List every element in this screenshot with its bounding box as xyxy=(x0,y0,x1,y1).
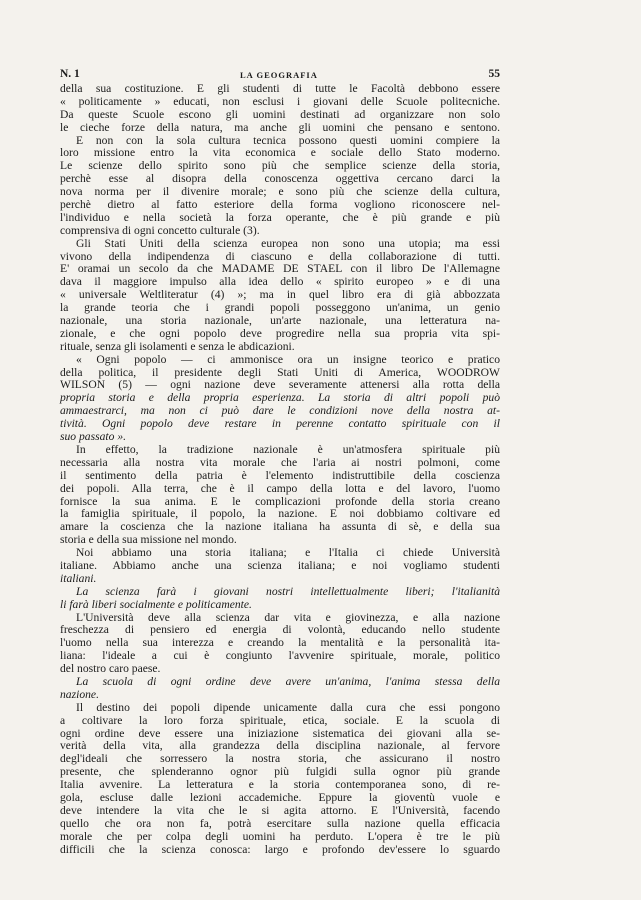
text-line: Da queste Scuole escono gli uomini destinati ad organizzare non solo xyxy=(60,107,500,121)
text-line: In effetto, la tradizione nazionale è un'atmosfera spirituale più xyxy=(76,442,500,456)
text-line: E non con la sola cultura tecnica possono questi uomini compiere la xyxy=(76,133,500,147)
text-line: Italia avvenire. La letteratura e la storia contemporanea sono, di re- xyxy=(60,778,500,792)
text-line: WILSON (5) — ogni nazione deve severamente attenersi alla rotta della xyxy=(60,378,500,392)
text-line: rituale, senza gli isolamenti e senza le abdicazioni. xyxy=(60,339,295,353)
text-line: storia e della sua missione nel mondo. xyxy=(60,533,237,547)
text-line: l'uomo nella sua interezza e creando la mentalità e la personalità ita- xyxy=(60,636,500,650)
text-line: fornisce la sua anima. E le complicazioni profonde della storia creano xyxy=(60,494,500,508)
text-line: della sua costituzione. E gli studenti di tutte le Facoltà debbono essere xyxy=(60,82,500,95)
text-line: « universale Weltliteratur (4) »; ma in quel libro era di già abbozzata xyxy=(60,288,500,302)
text-line: Le scienze dello spirito sono più che semplice scienze della storia, xyxy=(60,159,500,173)
text-line: del nostro caro paese. xyxy=(60,662,161,676)
text-line: nazionale, una storia nazionale, un'arte nazionale, una letteratura na- xyxy=(60,314,500,328)
text-line: la famiglia spirituale, il popolo, la nazione. E noi dobbiamo coltivare ed xyxy=(60,507,500,521)
text-line: italiani. xyxy=(60,571,97,585)
text-line: morale che per colpa degli uomini ha perduto. L'opera è tre le più xyxy=(60,829,500,843)
text-line: perchè dietro al fatto esteriore della forma vogliono riconoscere nel- xyxy=(60,198,500,212)
text-line: ammaestrarci, ma non ci può dare le condizioni nove della nostra at- xyxy=(60,404,500,418)
text-line: dava il maggiore impulso alla idea dello « spirito europeo » e di una xyxy=(60,275,500,289)
text-line: della politica, il presidente degli Stati Uniti di America, WOODROW xyxy=(60,365,500,379)
text-line: necessaria alla nostra vita morale che l'aria ai nostri polmoni, come xyxy=(60,455,500,469)
text-line: Gli Stati Uniti della scienza europea non sono una utopia; ma essi xyxy=(76,236,500,250)
page-number: 55 xyxy=(488,68,500,80)
text-line: freschezza di pensiero ed energia di volontà, educando nello studente xyxy=(60,623,500,637)
text-line: suo passato ». xyxy=(60,430,127,444)
text-line: la grande teoria che i grandi popoli posseggono un'anima, un genio xyxy=(60,301,500,315)
text-line: Noi abbiamo una storia italiana; e l'Italia ci chiede Università xyxy=(76,546,500,560)
text-line: le cieche forze della natura, ma anche gli uomini che pensano e sentono. xyxy=(60,120,500,134)
text-line: propria storia e della propria esperienza. La storia di altri popoli può xyxy=(60,391,500,405)
text-line: degl'ideali che sorressero la nostra storia, che assicurano il nostro xyxy=(60,752,500,766)
text-line: nazione. xyxy=(60,687,99,701)
text-line: presente, che splenderanno ognor più fulgidi sulla ognor più grande xyxy=(60,765,500,779)
text-line: deve intendere la vita che le si agita attorno. E l'Università, facendo xyxy=(60,803,500,817)
text-line: tività. Ogni popolo deve restare in perenne contatto spirituale con il xyxy=(60,417,500,431)
text-line: zionale, e che ogni popolo deve progredire nella sua propria vita spi- xyxy=(60,326,500,340)
text-line: vivono della indipendenza di ciascuno e della collaborazione di tutti. xyxy=(60,249,500,263)
text-line: verità della vita, alla grandezza della disciplina nazionale, al fervore xyxy=(60,739,500,753)
text-line: ogni ordine deve essere una iniziazione sistematica dei giovani alla se- xyxy=(60,726,500,740)
text-line: loro missione entro la vita economica e sociale dello Stato moderno. xyxy=(60,146,500,160)
text-line: amare la coscienza che la nazione italiana ha assunta di sè, e della sua xyxy=(60,520,500,534)
text-line: « politicamente » educati, non esclusi i giovani delle Scuole politecniche. xyxy=(60,94,500,108)
text-line: italiane. Abbiamo anche una scienza italiana; e noi vogliamo studenti xyxy=(60,558,500,572)
text-line: a coltivare la loro forza spirituale, etica, sociale. E la scuola di xyxy=(60,713,500,727)
text-line: comprensiva di ogni concetto culturale (3). xyxy=(60,223,260,237)
text-line: il sentimento della patria è l'elemento indistruttibile della coscienza xyxy=(60,468,500,482)
text-line: difficili che la scienza conosca: largo e profondo dev'essere lo sguardo xyxy=(60,842,500,856)
text-line: La scuola di ogni ordine deve avere un'anima, l'anima stessa della xyxy=(76,674,500,688)
text-line: dei popoli. Alla terra, che è il campo della lotta e del lavoro, l'uomo xyxy=(60,481,500,495)
text-line: quello che ora non fa, potrà esercitare sulla nazione quella efficacia xyxy=(60,816,500,830)
text-line: La scienza farà i giovani nostri intellettualmente liberi; l'italianità xyxy=(76,584,500,598)
issue-number: N. 1 xyxy=(60,68,80,80)
text-line: Il destino dei popoli dipende unicamente dalla cura che essi pongono xyxy=(76,700,500,714)
text-line: perchè esse al disopra della conoscenza oggettiva cercano darci la xyxy=(60,172,500,186)
body-text xyxy=(60,83,500,856)
text-line: E' oramai un secolo da che MADAME DE STAEL con il libro De l'Allemagne xyxy=(60,262,500,276)
text-line: gola, escluse dalle lezioni accademiche. Eppure la gioventù vuole e xyxy=(60,790,500,804)
text-line: l'individuo e nella società la forza operante, che è più grande e più xyxy=(60,210,500,224)
text-line: « Ogni popolo — ci ammonisce ora un insigne teorico e pratico xyxy=(76,352,500,366)
text-line: li farà liberi socialmente e politicamente. xyxy=(60,597,252,611)
text-line: L'Università deve alla scienza dar vita e giovinezza, e alla nazione xyxy=(76,610,500,624)
text-line: liana: l'ideale a cui è congiunto l'avvenire spirituale, morale, politico xyxy=(60,649,500,663)
text-line: nova norma per il divenire morale; e sono più che scienze della cultura, xyxy=(60,185,500,199)
running-title: LA GEOGRAFIA xyxy=(240,70,318,80)
